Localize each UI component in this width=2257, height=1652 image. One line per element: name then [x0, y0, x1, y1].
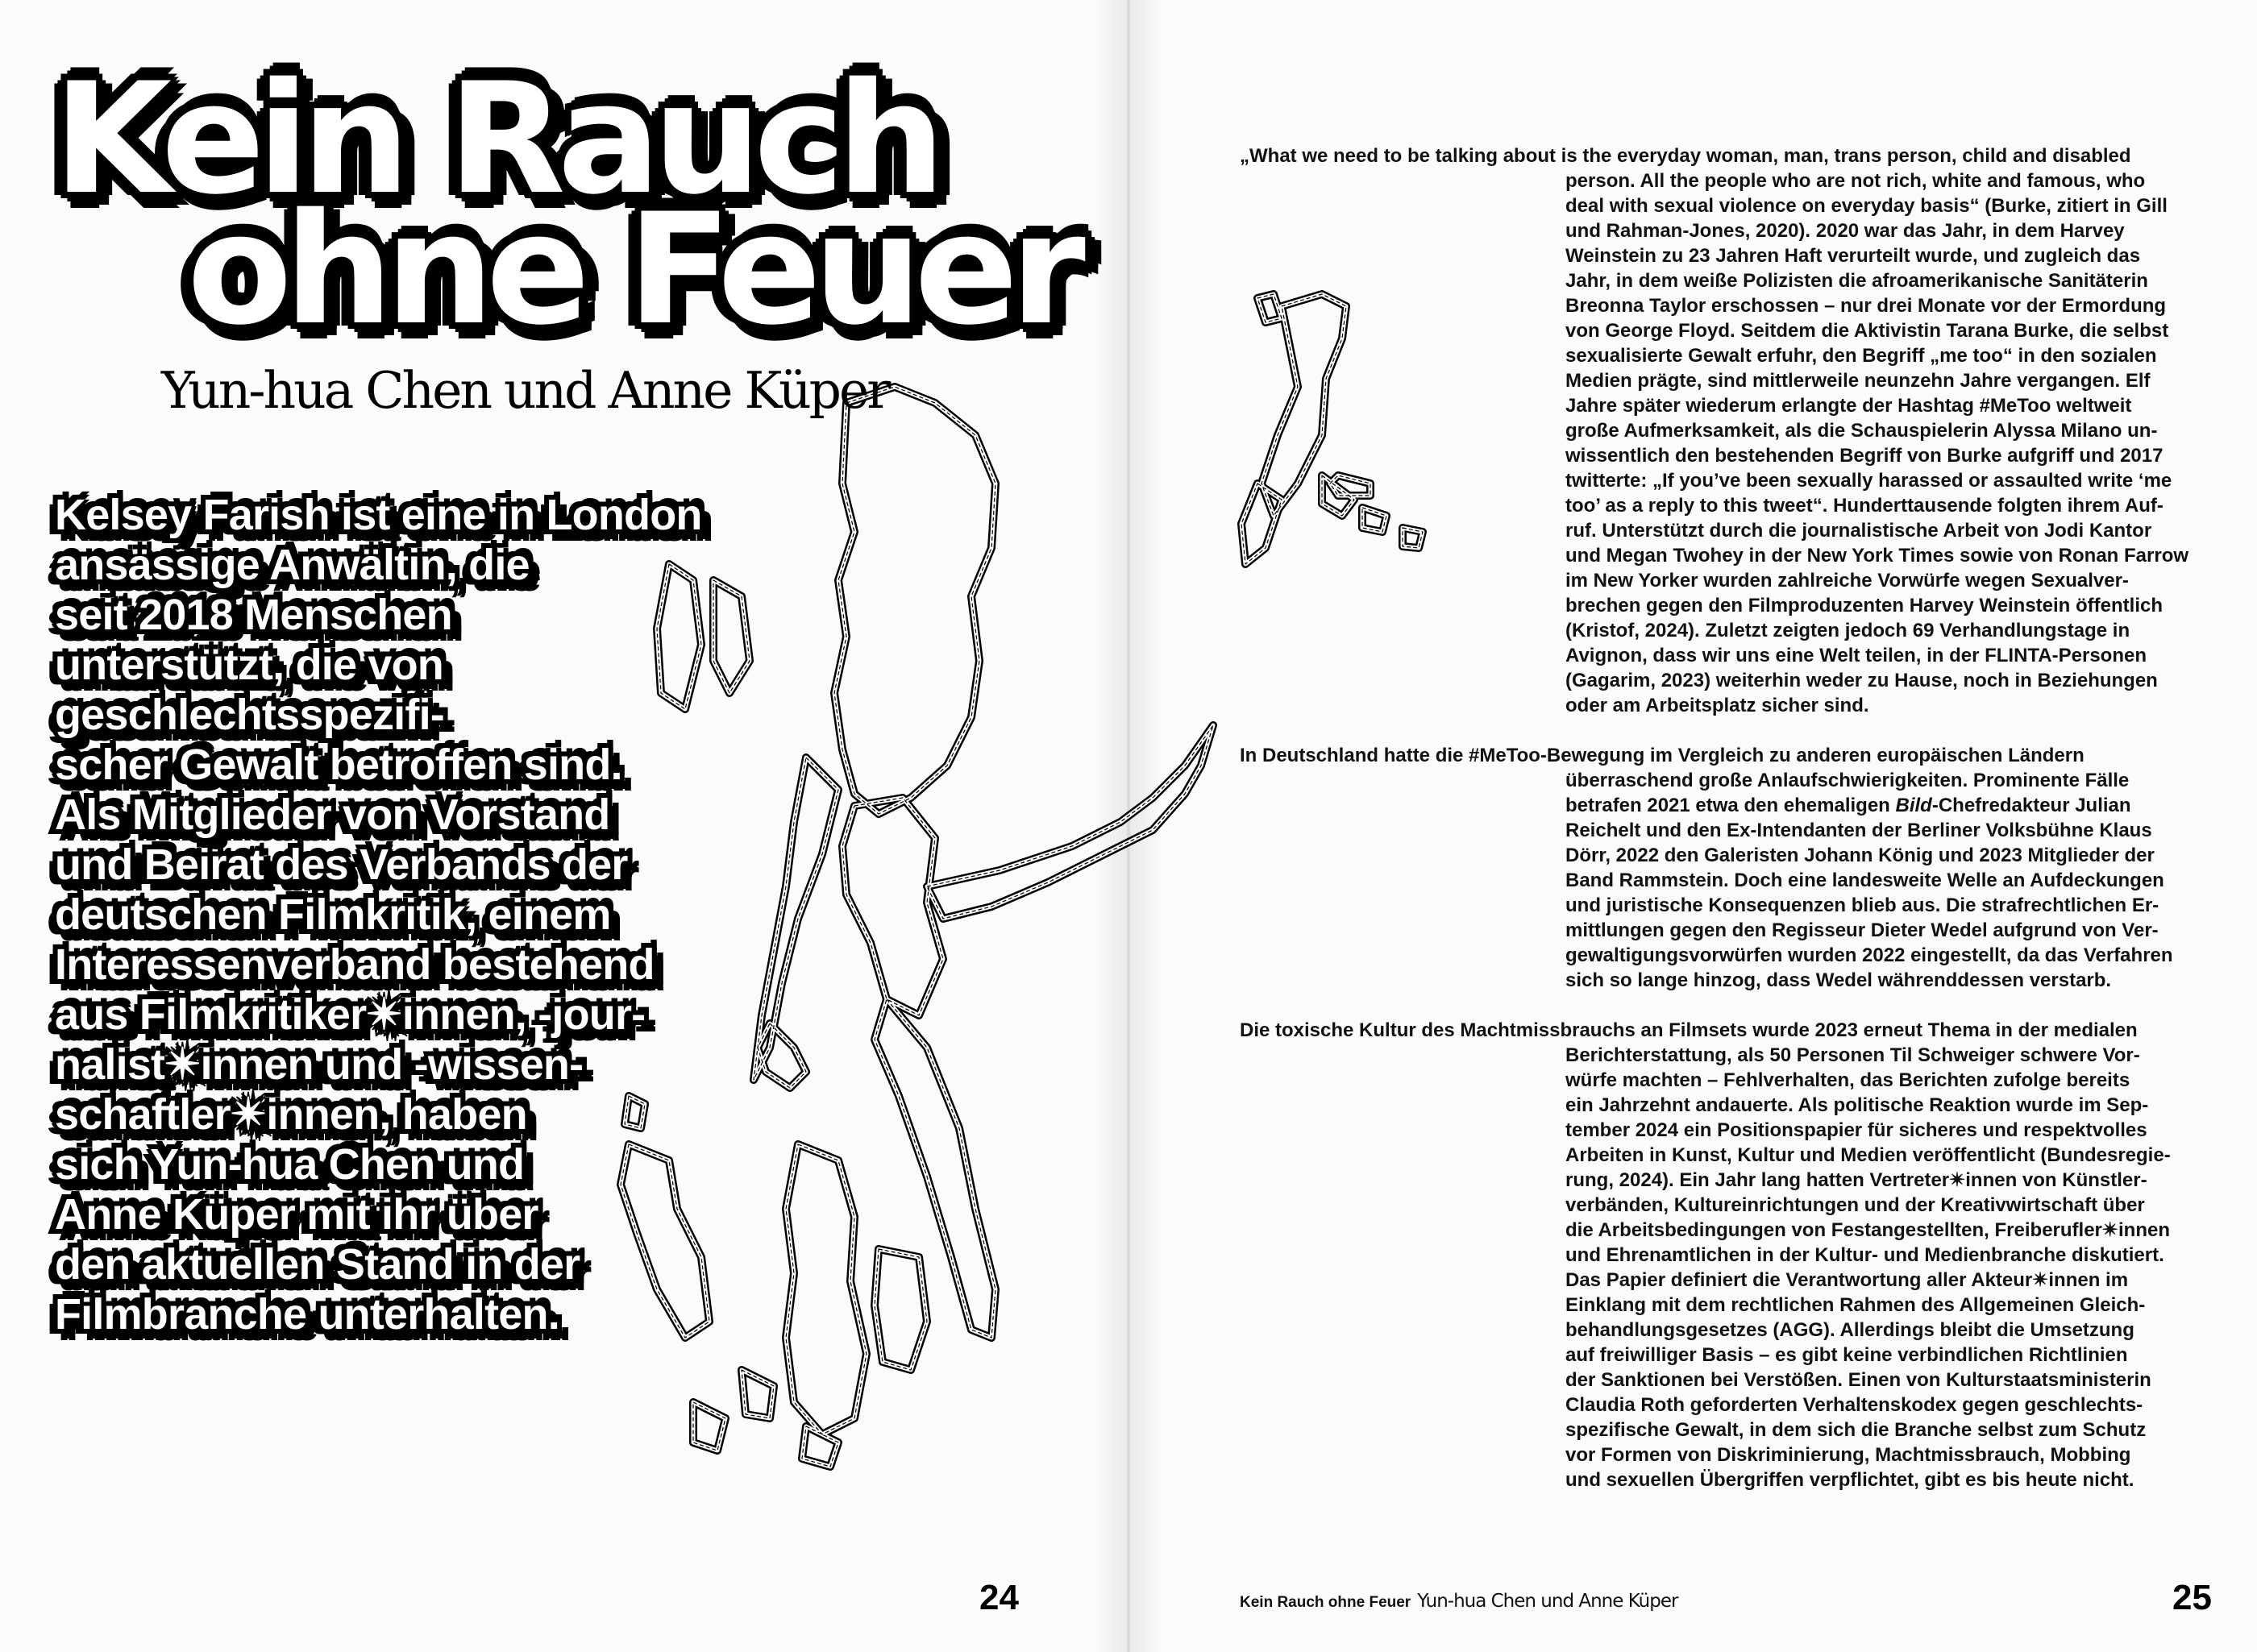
gutter-shadow [1095, 0, 1127, 1652]
text-line: und sexuellen Übergriffen verpflichtet, gibt es bis heute nicht. [1565, 1469, 2134, 1491]
text-line: Claudia Roth geforderten Verhaltenskodex gegen geschlechts- [1565, 1394, 2143, 1416]
text-line: Band Rammstein. Doch eine landesweite Welle an Aufdeckungen [1565, 870, 2164, 891]
intro-line: und Beirat des Verbands der [55, 841, 628, 889]
intro-line: schaftler✴innen, haben [55, 1090, 527, 1139]
text-line: die Arbeitsbedingungen von Festangestellten, Freiberufler✴innen [1565, 1219, 2170, 1241]
intro-line: seit 2018 Menschen [55, 591, 452, 639]
text-line: Breonna Taylor erschossen – nur drei Monate vor der Ermordung [1565, 295, 2167, 317]
text-line: und juristische Konsequenzen blieb aus. Die strafrechtlichen Er- [1565, 894, 2159, 916]
paragraph-1 [1240, 143, 2189, 718]
intro-line: ansässige Anwältin, die [55, 541, 530, 589]
text-line: (Kristof, 2024). Zuletzt zeigten jedoch 69 Verhandlungstage in [1565, 620, 2130, 641]
intro-line: Als Mitglieder von Vorstand [55, 791, 610, 839]
text-line: Jahre später wiederum erlangte der Hashtag #MeToo weltweit [1565, 395, 2132, 417]
text-line: und Rahman-Jones, 2020). 2020 war das Jahr, in dem Harvey [1565, 220, 2125, 242]
page-number-left: 24 [979, 1578, 1019, 1617]
intro-line: unterstützt, die von [55, 641, 443, 689]
text-line: oder am Arbeitsplatz sicher sind. [1565, 695, 1869, 716]
text-line: sich so lange hinzog, dass Wedel währenddessen verstarb. [1565, 969, 2112, 991]
text-line: tember 2024 ein Positionspapier für sicheres und respektvolles [1565, 1119, 2147, 1141]
text-line: Reichelt und den Ex-Intendanten der Berliner Volksbühne Klaus [1565, 820, 2152, 841]
article-title-line-1: Kein Rauch [53, 50, 937, 228]
text-line: person. All the people who are not rich, white and famous, who [1565, 170, 2146, 192]
text-line: vor Formen von Diskriminierung, Machtmissbrauch, Mobbing [1565, 1444, 2131, 1466]
text-line: spezifische Gewalt, in dem sich die Branche selbst zum Schutz [1565, 1419, 2147, 1441]
text-line: behandlungsgesetzes (AGG). Allerdings bleibt die Umsetzung [1565, 1319, 2134, 1341]
text-line: Die toxische Kultur des Machtmissbrauchs an Filmsets wurde 2023 erneut Thema in der medialen [1240, 1019, 2138, 1041]
text-line: Dörr, 2022 den Galeristen Johann König und 2023 Mitglieder der [1565, 845, 2155, 866]
text-line: von George Floyd. Seitdem die Aktivistin Tarana Burke, die selbst [1565, 320, 2169, 342]
intro-line: Anne Küper mit ihr über [55, 1190, 538, 1239]
text-line: Avignon, dass wir uns eine Welt teilen, in der FLINTA-Personen [1565, 645, 2147, 666]
text-line: Arbeiten in Kunst, Kultur und Medien veröffentlicht (Bundesregie- [1565, 1144, 2171, 1166]
text-line: im New Yorker wurden zahlreiche Vorwürfe wegen Sexualver- [1565, 570, 2129, 591]
text-line: und Megan Twohey in der New York Times sowie von Ronan Farrow [1565, 545, 2189, 567]
text-line: Berichterstattung, als 50 Personen Til Schweiger schwere Vor- [1565, 1044, 2140, 1066]
publication-name: Bild [1895, 795, 1932, 816]
text-line: ein Jahrzehnt andauerte. Als politische Reaktion wurde im Sep- [1565, 1094, 2149, 1116]
text-line: „What we need to be talking about is the everyday woman, man, trans person, child and disabled [1240, 145, 2131, 167]
text-line: große Aufmerksamkeit, als die Schauspielerin Alyssa Milano un- [1565, 420, 2158, 442]
text-line: rung, 2024). Ein Jahr lang hatten Vertreter✴innen von Künstler- [1565, 1169, 2147, 1191]
intro-line: den aktuellen Stand in der [55, 1240, 580, 1289]
text-line: Jahr, in dem weiße Polizisten die afroamerikanische Sanitäterin [1565, 270, 2148, 292]
intro-line: nalist✴innen und -wissen- [55, 1040, 584, 1089]
running-head-authors: Yun-hua Chen und Anne Küper [1417, 1591, 1678, 1612]
text-line: überraschend große Anlaufschwierigkeiten. Prominente Fälle [1565, 770, 2130, 791]
text-line: Weinstein zu 23 Jahren Haft verurteilt wurde, und zugleich das [1565, 245, 2141, 267]
intro-line: sich Yun-hua Chen und [55, 1140, 525, 1189]
intro-line: aus Filmkritiker✴innen, -jour- [55, 990, 646, 1039]
text-line: und Ehrenamtlichen in der Kultur- und Medienbranche diskutiert. [1565, 1244, 2164, 1266]
paragraph-2 [1240, 743, 2173, 993]
text-line: mittlungen gegen den Regisseur Dieter Wedel aufgrund von Ver- [1565, 919, 2159, 941]
page-number-right: 25 [2172, 1578, 2212, 1617]
text-line: too’ as a reply to this tweet“. Hunderttausende folgten ihrem Auf- [1565, 495, 2163, 517]
text-line: Das Papier definiert die Verantwortung aller Akteur✴innen im [1565, 1269, 2129, 1291]
text-line: sexualisierte Gewalt erfuhr, den Begriff „me too“ in den sozialen [1565, 345, 2157, 367]
gutter-shadow [1130, 0, 1162, 1652]
intro-line: deutschen Filmkritik, einem [55, 890, 611, 939]
intro-line: geschlechtsspezifi- [55, 691, 444, 739]
paragraph-3 [1240, 1018, 2171, 1492]
text-line: der Sanktionen bei Verstößen. Einen von Kulturstaatsministerin [1565, 1369, 2151, 1391]
text-line: verbänden, Kultureinrichtungen und der Kreativwirtschaft über [1565, 1194, 2145, 1216]
text-line: auf freiwilliger Basis – es gibt keine verbindlichen Richtlinien [1565, 1344, 2128, 1366]
text-line: Einklang mit dem rechtlichen Rahmen des Allgemeinen Gleich- [1565, 1294, 2146, 1316]
text-run: -Chefredakteur Julian [1931, 795, 2131, 816]
article-body [1240, 143, 2189, 1517]
text-line: wissentlich den bestehenden Begriff von Burke aufgriff und 2017 [1565, 445, 2163, 467]
intro-line: Interessenverband bestehend [55, 940, 655, 989]
text-run: betrafen 2021 etwa den ehemaligen [1565, 795, 1896, 816]
intro-line: Filmbranche unterhalten. [55, 1290, 559, 1339]
text-line: twitterte: „If you’ve been sexually harassed or assaulted write ‘me [1565, 470, 2172, 492]
running-head [1240, 1591, 1677, 1612]
byline: Yun-hua Chen und Anne Küper [161, 361, 889, 420]
intro-line: Kelsey Farish ist eine in London [55, 491, 702, 539]
text-line [1240, 793, 2151, 818]
text-line: gewaltigungsvorwürfen wurden 2022 eingestellt, da das Verfahren [1565, 944, 2173, 966]
text-line: (Gagarim, 2023) weiterhin weder zu Hause, noch in Beziehungen [1565, 670, 2158, 691]
intro-line: scher Gewalt betroffen sind. [55, 741, 622, 789]
intro-paragraph [55, 490, 780, 1339]
text-line: ruf. Unterstützt durch die journalistische Arbeit von Jodi Kantor [1565, 520, 2152, 542]
text-line: In Deutschland hatte die #MeToo-Bewegung im Vergleich zu anderen europäischen Ländern [1240, 745, 2085, 766]
text-line: brechen gegen den Filmproduzenten Harvey Weinstein öffentlich [1565, 595, 2163, 616]
text-line: deal with sexual violence on everyday basis“ (Burke, zitiert in Gill [1565, 195, 2168, 217]
text-line: Medien prägte, sind mittlerweile neunzehn Jahre vergangen. Elf [1565, 370, 2151, 392]
text-line: würfe machten – Fehlverhalten, das Berichten zufolge bereits [1565, 1069, 2130, 1091]
article-title-line-2: ohne Feuer [187, 181, 1078, 359]
running-head-title: Kein Rauch ohne Feuer [1240, 1594, 1411, 1611]
